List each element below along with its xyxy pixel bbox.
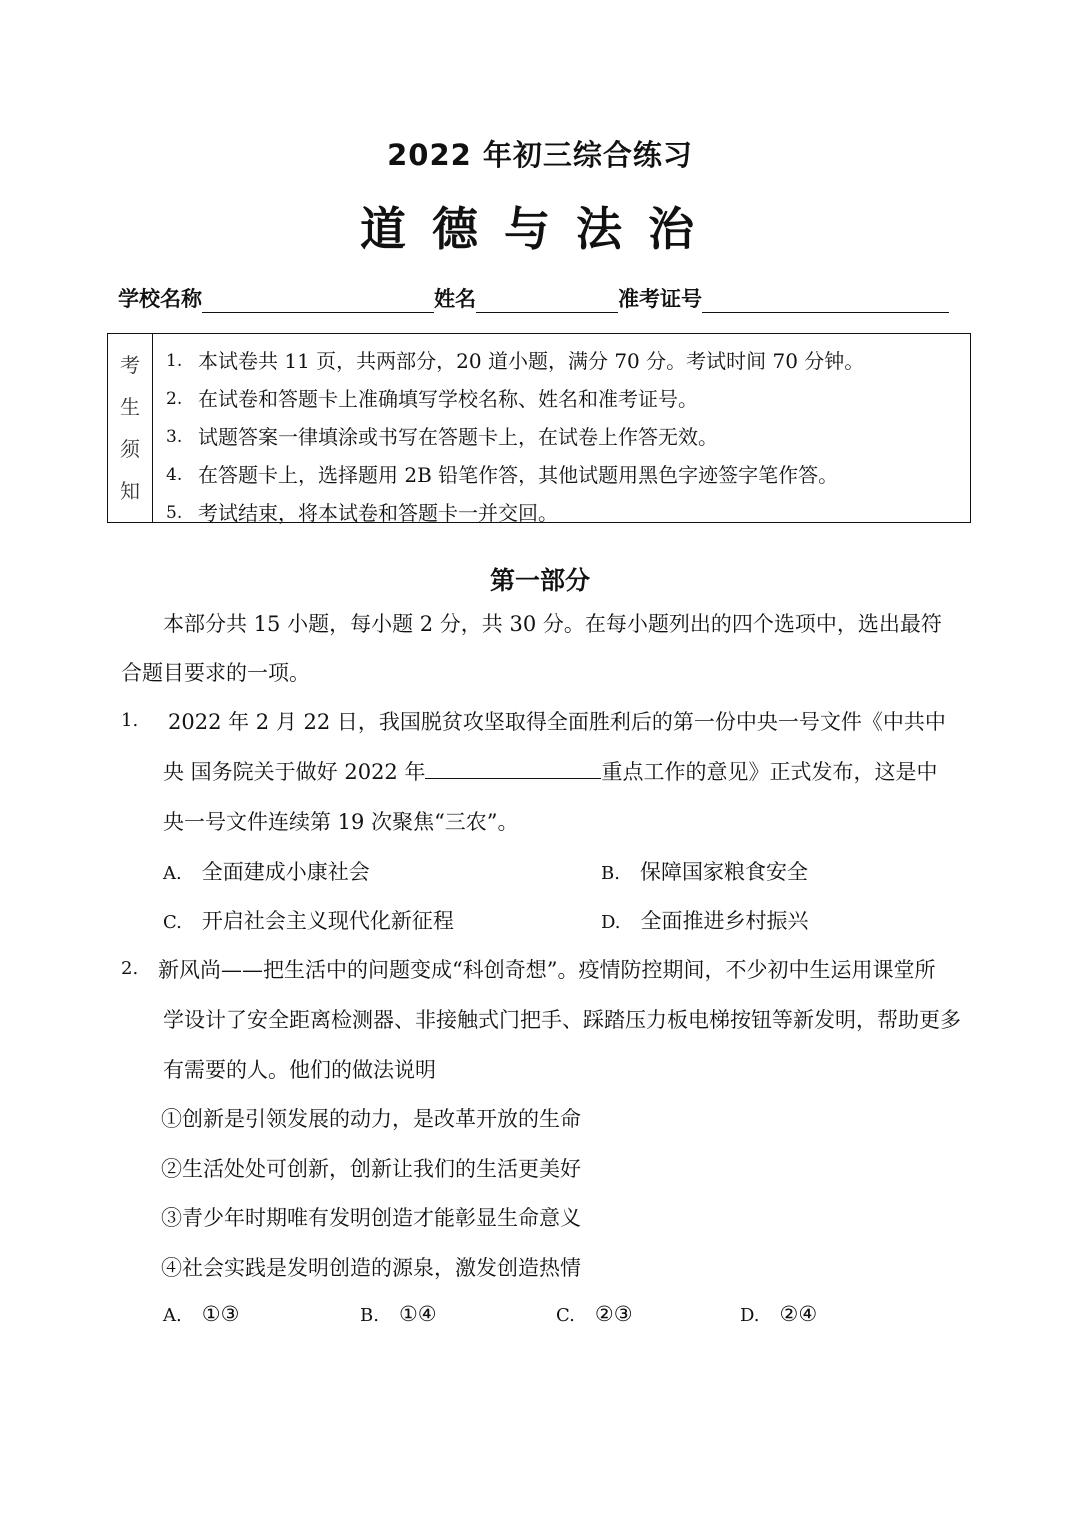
option-text: ②③ xyxy=(594,1302,633,1326)
notice-label-char: 生 xyxy=(120,395,140,419)
option-text: 保障国家粮食安全 xyxy=(639,860,808,884)
answer-option[interactable] xyxy=(163,1302,239,1326)
question-text-line: 央一号文件连续第 19 次聚焦“三农”。 xyxy=(163,810,519,834)
option-letter: A. xyxy=(163,1305,182,1326)
notice-item-number: 5. xyxy=(166,503,183,523)
notice-label-char: 知 xyxy=(120,479,140,503)
notice-item-number: 3. xyxy=(166,427,183,447)
student-name-label: 姓名 xyxy=(434,287,476,311)
school-name-label: 学校名称 xyxy=(118,287,202,311)
student-name-field[interactable] xyxy=(476,286,618,313)
notice-item-number: 1. xyxy=(166,351,183,371)
question-number: 2. xyxy=(121,958,139,979)
option-letter: D. xyxy=(601,912,621,933)
notice-item xyxy=(166,494,962,532)
option-text: ①④ xyxy=(398,1302,437,1326)
part-one-intro-line: 本部分共 15 小题，每小题 2 分，共 30 分。在每小题列出的四个选项中，选出最符 xyxy=(163,612,942,636)
notice-item-text: 试题答案一律填涂或书写在答题卡上，在试卷上作答无效。 xyxy=(198,425,718,449)
answer-option[interactable] xyxy=(360,1302,437,1326)
option-text: 全面推进乡村振兴 xyxy=(640,909,809,933)
notice-item-text: 本试卷共 11 页，共两部分，20 道小题，满分 70 分。考试时间 70 分钟。 xyxy=(198,349,865,373)
exam-subtitle: 2022 年初三综合练习 xyxy=(387,138,693,172)
question-number: 1. xyxy=(121,710,139,731)
question-text-segment: 央 国务院关于做好 2022 年 xyxy=(163,760,426,784)
question-text-segment: 重点工作的意见》正式发布，这是中 xyxy=(601,760,938,784)
notice-item xyxy=(166,342,962,380)
part-one-intro-line: 合题目要求的一项。 xyxy=(121,661,310,685)
exam-title: 道德与法治 xyxy=(360,202,720,256)
option-text: 开启社会主义现代化新征程 xyxy=(201,909,454,933)
answer-option[interactable] xyxy=(601,856,808,886)
student-info-row xyxy=(118,281,949,313)
statement: ②生活处处可创新，创新让我们的生活更美好 xyxy=(161,1157,581,1181)
answer-option[interactable] xyxy=(740,1302,817,1326)
statement: ③青少年时期唯有发明创造才能彰显生命意义 xyxy=(161,1206,581,1230)
option-letter: C. xyxy=(556,1305,575,1326)
option-letter: A. xyxy=(163,863,182,884)
notice-item xyxy=(166,418,962,456)
exam-id-label: 准考证号 xyxy=(618,287,702,311)
option-letter: D. xyxy=(740,1305,760,1326)
notice-item-number: 2. xyxy=(166,389,183,409)
option-letter: C. xyxy=(163,912,182,933)
answer-option[interactable] xyxy=(601,905,809,935)
notice-item xyxy=(166,456,962,494)
question-text-line: 2022 年 2 月 22 日，我国脱贫攻坚取得全面胜利后的第一份中央一号文件《中共中 xyxy=(168,710,946,734)
question-text-line: 学设计了安全距离检测器、非接触式门把手、踩踏压力板电梯按钮等新发明，帮助更多 xyxy=(163,1008,961,1032)
statement: ④社会实践是发明创造的源泉，激发创造热情 xyxy=(161,1256,581,1280)
school-name-field[interactable] xyxy=(202,286,434,313)
question-text-line: 有需要的人。他们的做法说明 xyxy=(163,1058,436,1082)
option-letter: B. xyxy=(601,863,620,884)
answer-option[interactable] xyxy=(556,1302,633,1326)
exam-id-field[interactable] xyxy=(702,286,949,313)
answer-option[interactable] xyxy=(163,856,370,886)
option-text: ②④ xyxy=(779,1302,818,1326)
notice-item-text: 在试卷和答题卡上准确填写学校名称、姓名和准考证号。 xyxy=(198,387,698,411)
exam-notice-box xyxy=(107,333,971,523)
question-text-line xyxy=(163,756,937,786)
option-text: ①③ xyxy=(201,1302,240,1326)
notice-label-char: 考 xyxy=(120,353,140,377)
statement: ①创新是引领发展的动力，是改革开放的生命 xyxy=(161,1107,581,1131)
notice-label-char: 须 xyxy=(120,437,140,461)
fill-in-blank xyxy=(425,760,601,779)
notice-items xyxy=(166,342,962,532)
notice-item xyxy=(166,380,962,418)
notice-item-text: 在答题卡上，选择题用 2B 铅笔作答，其他试题用黑色字迹签字笔作答。 xyxy=(198,463,839,487)
notice-item-number: 4. xyxy=(166,465,183,485)
question-text-line: 新风尚——把生活中的问题变成“科创奇想”。疫情防控期间，不少初中生运用课堂所 xyxy=(158,958,936,982)
notice-label xyxy=(108,334,153,522)
answer-option[interactable] xyxy=(163,905,454,935)
part-one-heading: 第一部分 xyxy=(489,566,590,595)
option-letter: B. xyxy=(360,1305,379,1326)
notice-item-text: 考试结束，将本试卷和答题卡一并交回。 xyxy=(198,501,558,525)
option-text: 全面建成小康社会 xyxy=(201,860,370,884)
